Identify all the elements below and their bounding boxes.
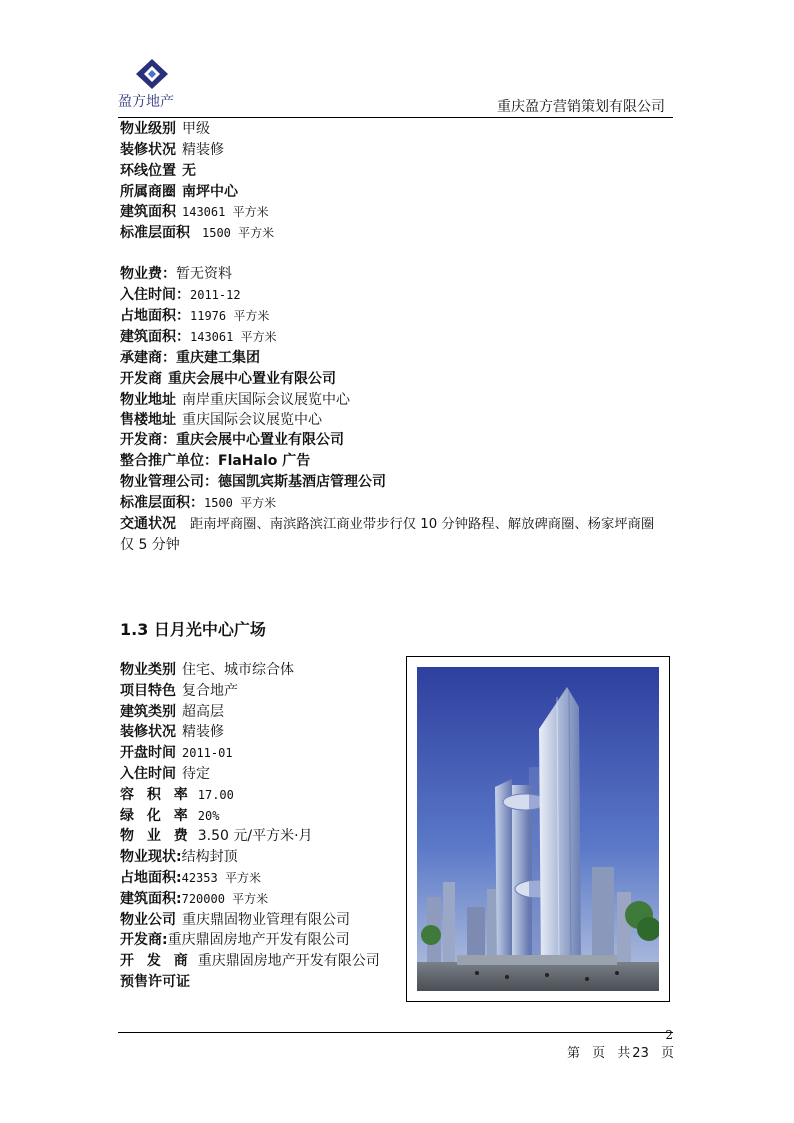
info-row <box>120 785 234 805</box>
page-number: 2 <box>665 1028 673 1042</box>
info-row <box>120 285 241 305</box>
row-label: 物业公司 <box>120 912 176 928</box>
row-label: 开盘时间 <box>120 745 176 761</box>
building-photo-frame <box>406 656 670 1002</box>
row-value: 2011-12 <box>190 288 241 302</box>
info-row <box>120 451 310 471</box>
row-label: 物业现状: <box>120 849 182 865</box>
row-value: 3.50 元/平方米·月 <box>197 828 313 844</box>
row-value: 11976 平方米 <box>190 309 270 323</box>
info-row <box>120 348 260 368</box>
info-row <box>120 202 269 222</box>
row-label: 物业类别 <box>120 662 176 678</box>
section-title: 1.3 日月光中心广场 <box>120 620 266 639</box>
row-value: 1500 平方米 <box>204 496 277 510</box>
row-value: 1500 平方米 <box>202 226 275 240</box>
footer-word-ye2: 页 <box>660 1046 674 1061</box>
logo-diamond-icon <box>134 58 170 90</box>
row-value: 20% <box>197 809 220 823</box>
row-value: 甲级 <box>182 121 210 137</box>
footer-word-gong: 共 <box>617 1046 631 1061</box>
row-label: 物业地址 <box>120 392 176 408</box>
info-row <box>120 847 238 867</box>
row-value: 复合地产 <box>182 683 238 699</box>
header-divider <box>118 117 673 118</box>
row-label: 承建商： <box>120 350 176 366</box>
row-value: 南岸重庆国际会议展览中心 <box>182 392 350 408</box>
info-row <box>120 806 219 826</box>
row-label: 所属商圈 <box>120 184 176 200</box>
row-value: 距南坪商圈、南滨路滨江商业带步行仅 10 分钟路程、解放碑商圈、杨家坪商圈 <box>190 517 655 532</box>
footer-total-pages: 23 <box>632 1046 649 1061</box>
row-label: 项目特色 <box>120 683 176 699</box>
info-row <box>120 681 238 701</box>
row-value: 720000 平方米 <box>181 892 269 906</box>
info-row <box>120 889 268 909</box>
row-value: 暂无资料 <box>176 266 232 282</box>
row-value: 重庆建工集团 <box>176 350 260 366</box>
info-row <box>120 140 224 160</box>
info-row <box>120 306 269 326</box>
row-value: 超高层 <box>182 704 224 720</box>
footer-word-ye: 页 <box>592 1046 606 1061</box>
row-label: 售楼地址 <box>120 412 176 428</box>
info-row <box>120 264 232 284</box>
row-value: 重庆鼎固房地产开发有限公司 <box>167 932 350 948</box>
info-row <box>120 868 261 888</box>
info-row-continuation: 仅 5 分钟 <box>120 537 180 553</box>
info-row <box>120 493 276 513</box>
row-label: 绿 化 率 <box>120 808 192 824</box>
info-row <box>120 826 313 846</box>
info-row <box>120 390 350 410</box>
row-label: 开发商 <box>120 371 162 387</box>
info-row <box>120 722 224 742</box>
info-row <box>120 910 350 930</box>
row-value: 重庆鼎固房地产开发有限公司 <box>197 953 380 969</box>
row-label: 开发商: <box>120 932 168 948</box>
row-value: 无 <box>182 163 196 179</box>
info-row <box>120 472 386 492</box>
row-label: 预售许可证 <box>120 974 190 990</box>
info-row <box>120 410 322 430</box>
row-label: 装修状况 <box>120 142 176 158</box>
footer-word-di: 第 <box>566 1046 580 1061</box>
row-label: 装修状况 <box>120 724 176 740</box>
row-label: 占地面积： <box>120 308 190 324</box>
row-label: 环线位置 <box>120 163 176 179</box>
info-row <box>120 702 224 722</box>
info-row <box>120 430 344 450</box>
row-label: 建筑类别 <box>120 704 176 720</box>
row-label: 入住时间 <box>120 766 176 782</box>
row-value: 17.00 <box>197 788 234 802</box>
info-row <box>120 161 196 181</box>
row-label: 物业费： <box>120 266 176 282</box>
info-row <box>120 972 196 992</box>
row-label: 建筑面积： <box>120 329 190 345</box>
info-row <box>120 119 210 139</box>
company-name: 重庆盈方营销策划有限公司 <box>497 99 665 115</box>
building-rendering-image <box>417 667 659 991</box>
info-row <box>120 327 277 347</box>
row-value: 重庆会展中心置业有限公司 <box>168 371 336 387</box>
info-row <box>120 660 294 680</box>
row-label: 物 业 费 <box>120 828 192 844</box>
row-value: 143061 平方米 <box>190 330 277 344</box>
row-value: 精装修 <box>182 724 224 740</box>
row-label: 建筑面积 <box>120 204 176 220</box>
row-value: 143061 平方米 <box>182 205 269 219</box>
row-value: 2011-01 <box>182 746 233 760</box>
info-row <box>120 369 336 389</box>
row-value: 重庆鼎固物业管理有限公司 <box>182 912 350 928</box>
row-value: 结构封顶 <box>181 849 238 865</box>
info-row <box>120 182 238 202</box>
row-label: 物业级别 <box>120 121 176 137</box>
row-label: 标准层面积 <box>120 225 190 241</box>
row-value: FlaHalo 广告 <box>218 453 311 469</box>
row-value: 精装修 <box>182 142 224 158</box>
row-label: 交通状况 <box>120 516 176 532</box>
row-label: 物业管理公司： <box>120 474 218 490</box>
row-label: 占地面积: <box>120 870 182 886</box>
row-value: 待定 <box>182 766 210 782</box>
row-value: 南坪中心 <box>182 184 238 200</box>
row-label: 容 积 率 <box>120 787 192 803</box>
row-value: 住宅、城市综合体 <box>182 662 294 678</box>
company-logo <box>118 58 188 108</box>
row-value: 42353 平方米 <box>181 871 261 885</box>
row-label: 标准层面积： <box>120 495 204 511</box>
row-label: 建筑面积: <box>120 891 182 907</box>
info-row <box>120 743 233 763</box>
row-label: 入住时间： <box>120 287 190 303</box>
info-row <box>120 951 380 971</box>
row-value: 重庆会展中心置业有限公司 <box>176 432 344 448</box>
page-footer <box>559 1042 674 1061</box>
row-label: 开 发 商 <box>120 953 192 969</box>
logo-text: 盈方地产 <box>118 94 174 110</box>
row-value: 德国凯宾斯基酒店管理公司 <box>218 474 386 490</box>
info-row <box>120 514 654 535</box>
footer-divider <box>118 1032 673 1033</box>
row-label: 整合推广单位： <box>120 453 218 469</box>
info-row <box>120 223 274 243</box>
row-value: 重庆国际会议展览中心 <box>182 412 322 428</box>
info-row <box>120 764 210 784</box>
row-label: 开发商： <box>120 432 176 448</box>
info-row <box>120 930 350 950</box>
